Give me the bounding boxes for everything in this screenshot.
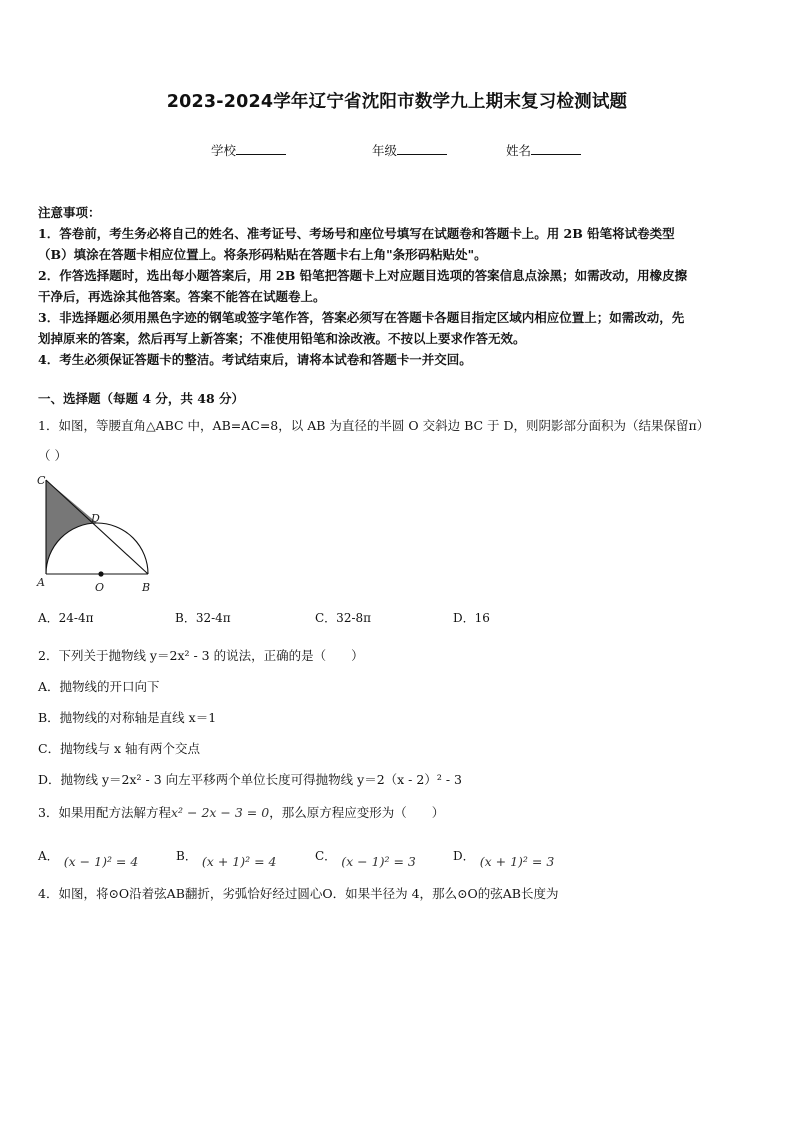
grade-field[interactable] [372, 141, 447, 159]
notes-line: 2．作答选择题时，选出每小题答案后，用 2B 铅笔把答题卡上对应题目选项的答案信息点涂黑；如需改动，用橡皮擦 [38, 268, 688, 283]
q3-option-d[interactable] [453, 845, 555, 869]
label-a: A [37, 576, 45, 589]
school-field[interactable] [211, 141, 286, 159]
q3-option-b-eq: (x + 1)² = 4 [201, 854, 277, 869]
q1-option-d[interactable]: D．16 [453, 611, 490, 625]
q1-blank: （ ） [38, 448, 67, 463]
school-blank[interactable] [236, 142, 286, 155]
q2-option-a[interactable]: A．抛物线的开口向下 [38, 679, 160, 694]
q1-option-b[interactable]: B．32-4π [175, 611, 231, 625]
q1-figure [34, 470, 164, 596]
q1-option-a[interactable]: A．24-4π [38, 611, 94, 625]
q3-equation: x² − 2x − 3 = 0 [170, 805, 270, 820]
q3-option-d-label: D． [453, 849, 475, 863]
q3-option-a[interactable] [38, 845, 139, 869]
school-label: 学校 [211, 143, 237, 158]
label-d: D [91, 512, 100, 525]
q4-stem: 4．如图，将⊙O沿着弦AB翻折，劣弧恰好经过圆心O．如果半径为 4，那么⊙O的弦AB长度为 [38, 886, 559, 901]
notes-line: （B）填涂在答题卡相应位置上。将条形码粘贴在答题卡右上角"条形码粘贴处"。 [38, 247, 487, 262]
notes-line: 干净后，再选涂其他答案。答案不能答在试题卷上。 [38, 289, 326, 304]
q2-stem: 2．下列关于抛物线 y＝2x² - 3 的说法，正确的是（ ） [38, 648, 364, 663]
q3-option-b-label: B． [176, 849, 197, 863]
q3-option-b[interactable] [176, 845, 277, 869]
notes-line: 划掉原来的答案，然后再写上新答案；不准使用铅笔和涂改液。不按以上要求作答无效。 [38, 331, 526, 346]
q2-option-c[interactable]: C．抛物线与 x 轴有两个交点 [38, 741, 201, 756]
q3-stem-pre: 3．如果用配方法解方程 [38, 805, 171, 820]
q1-option-c[interactable]: C．32-8π [315, 611, 372, 625]
notes-line: 4．考生必须保证答题卡的整洁。考试结束后，请将本试卷和答题卡一并交回。 [38, 352, 472, 367]
label-o: O [95, 581, 105, 594]
grade-label: 年级 [372, 143, 398, 158]
q1-stem: 1．如图，等腰直角△ABC 中，AB=AC=8，以 AB 为直径的半圆 O 交斜边 BC 于 D，则阴影部分面积为（结果保留π） [38, 418, 710, 433]
notes-line: 3．非选择题必须用黑色字迹的钢笔或签字笔作答，答案必须写在答题卡各题目指定区域内相应位置上；如需改动，先 [38, 310, 685, 325]
notes-line: 1．答卷前，考生务必将自己的姓名、准考证号、考场号和座位号填写在试题卷和答题卡上。用 2B 铅笔将试卷类型 [38, 226, 675, 241]
notes-heading: 注意事项： [38, 205, 101, 220]
q3-option-a-label: A． [38, 849, 59, 863]
section-heading: 一、选择题（每题 4 分，共 48 分） [38, 391, 245, 406]
label-b: B [142, 581, 151, 594]
name-label: 姓名 [506, 143, 532, 158]
q3-option-c-label: C． [315, 849, 337, 863]
q2-option-d[interactable]: D．抛物线 y＝2x² - 3 向左平移两个单位长度可得抛物线 y＝2（x - 2）² - 3 [38, 772, 462, 787]
name-blank[interactable] [531, 142, 581, 155]
label-c: C [37, 474, 46, 487]
page-title: 2023-2024学年辽宁省沈阳市数学九上期末复习检测试题 [166, 92, 628, 112]
q3-option-c[interactable] [315, 845, 416, 869]
q3-stem [38, 803, 444, 821]
q3-option-c-eq: (x − 1)² = 3 [341, 854, 416, 869]
q3-option-a-eq: (x − 1)² = 4 [63, 854, 139, 869]
grade-blank[interactable] [397, 142, 447, 155]
name-field[interactable] [506, 141, 581, 159]
shaded-region [46, 480, 97, 574]
center-point [98, 571, 103, 576]
q3-stem-post: ，那么原方程应变形为（ ） [269, 805, 445, 820]
q3-option-d-eq: (x + 1)² = 3 [479, 854, 555, 869]
q2-option-b[interactable]: B．抛物线的对称轴是直线 x＝1 [38, 710, 217, 725]
